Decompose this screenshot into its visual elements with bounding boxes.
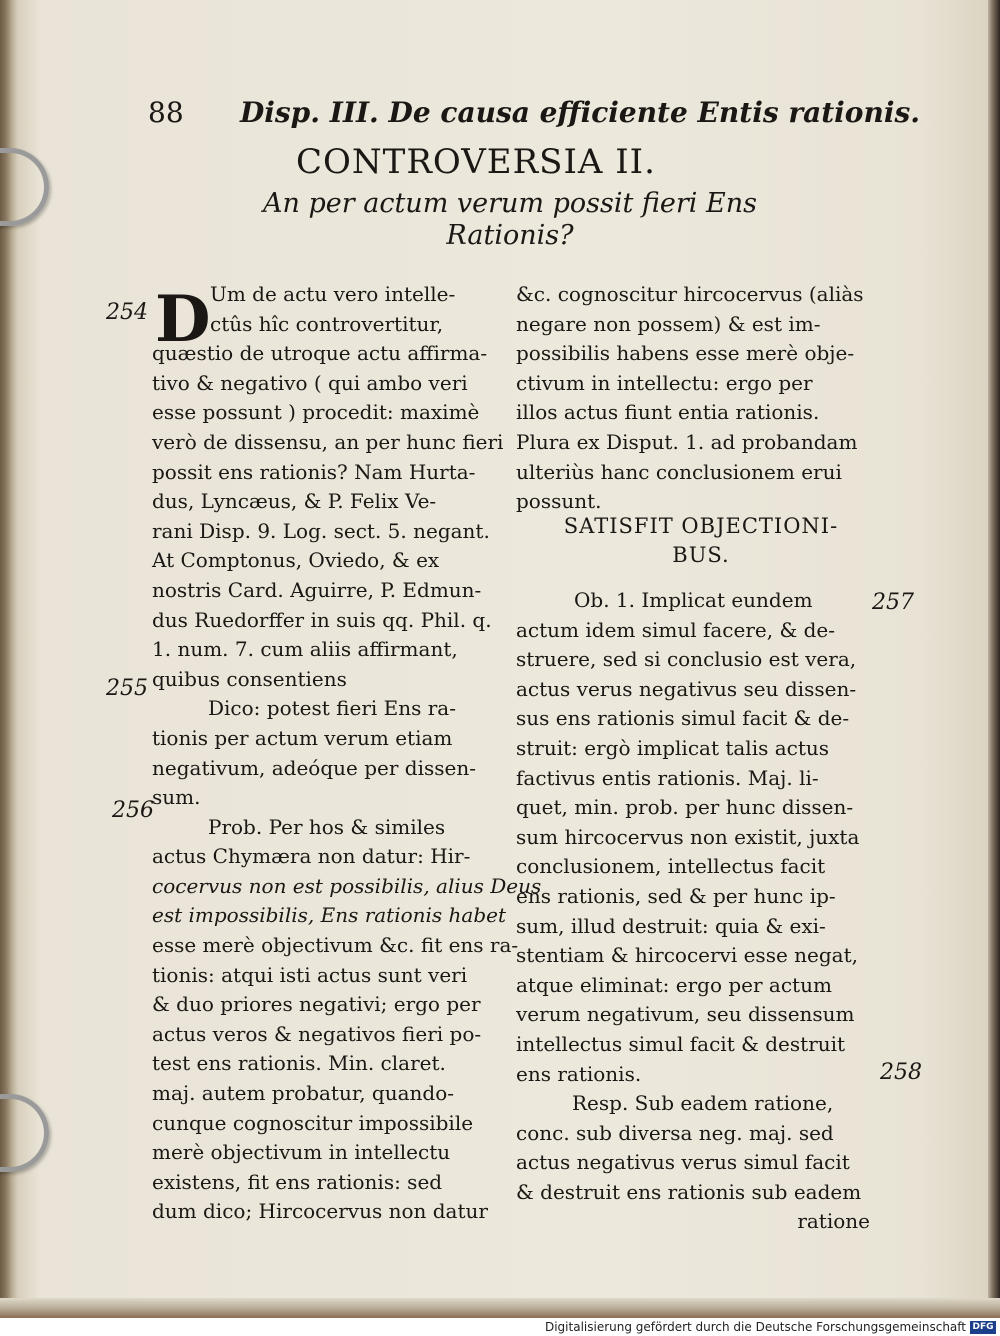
- question-line: Rationis?: [446, 220, 574, 251]
- text-line: ens rationis.: [516, 1061, 642, 1086]
- margin-number: 257: [872, 590, 914, 615]
- text-line: maj. autem probatur, quando-: [152, 1081, 455, 1106]
- text-line: Dico: potest fieri Ens ra-: [208, 696, 456, 721]
- text-line: dus Ruedorffer in suis qq. Phil. q.: [152, 607, 492, 632]
- text-line: dus, Lyncæus, & P. Felix Ve-: [152, 489, 437, 514]
- text-line: sum, illud destruit: quia & exi-: [516, 913, 826, 938]
- text-line: At Comptonus, Oviedo, & ex: [152, 548, 440, 573]
- text-line: ctivum in intellectu: ergo per: [516, 370, 813, 395]
- text-line: & destruit ens rationis sub eadem: [516, 1179, 862, 1204]
- page-number: 88: [148, 96, 184, 129]
- text-line: ens rationis, sed & per hunc ip-: [516, 883, 836, 908]
- text-line: esse merè objectivum &c. fit ens ra-: [152, 933, 519, 958]
- text-line: sum hircocervus non existit, juxta: [516, 824, 860, 849]
- text-line: atque eliminat: ergo per actum: [516, 972, 832, 997]
- text-line: sum.: [152, 785, 201, 810]
- right-column-top: [516, 280, 876, 517]
- margin-number: 254: [106, 300, 148, 325]
- text-line: possunt.: [516, 489, 602, 514]
- text-line: ctûs hîc controvertitur,: [210, 311, 444, 336]
- text-line: tionis: atqui isti actus sunt veri: [152, 962, 468, 987]
- drop-cap: D: [155, 282, 211, 357]
- text-line: struere, sed si conclusio est vera,: [516, 647, 857, 672]
- text-line: cunque cognoscitur impossibile: [152, 1110, 474, 1135]
- text-line: tivo & negativo ( qui ambo veri: [152, 370, 468, 395]
- page-title: CONTROVERSIA II.: [296, 142, 656, 182]
- digitization-footer: [0, 1318, 1000, 1336]
- text-line: Um de actu vero intelle-: [210, 282, 456, 306]
- text-line: actus negativus verus simul facit: [516, 1150, 850, 1175]
- margin-number: 255: [106, 676, 148, 701]
- text-line: negativum, adeóque per dissen-: [152, 755, 476, 780]
- text-line: &c. cognoscitur hircocervus (aliàs: [516, 282, 864, 306]
- text-line: est impossibilis, Ens rationis habet: [152, 903, 507, 928]
- text-line: conclusionem, intellectus facit: [516, 854, 826, 879]
- text-line: ulteriùs hanc conclusionem erui: [516, 459, 842, 484]
- text-line: 1. num. 7. cum aliis affirmant,: [152, 637, 458, 662]
- binder-ring-icon: [0, 148, 49, 226]
- text-line: quibus consentiens: [152, 666, 347, 691]
- section-heading: [536, 512, 866, 570]
- running-header: [148, 96, 920, 136]
- margin-number: 256: [112, 798, 154, 823]
- text-line: cocervus non est possibilis, alius Deus: [152, 873, 542, 898]
- text-line: actus veros & negativos fieri po-: [152, 1021, 482, 1046]
- text-line: esse possunt ) procedit: maximè: [152, 400, 480, 425]
- text-line: verò de dissensu, an per hunc fieri: [152, 429, 504, 454]
- page-bottom-edge: [0, 1298, 1000, 1318]
- text-line: Ob. 1. Implicat eundem: [574, 588, 813, 612]
- text-line: quæstio de utroque actu affirma-: [152, 341, 488, 366]
- margin-number: 258: [880, 1060, 922, 1085]
- text-line: dum dico; Hircocervus non datur: [152, 1199, 488, 1224]
- text-line: sus ens rationis simul facit & de-: [516, 706, 850, 731]
- question-line: An per actum verum possit fieri Ens: [263, 188, 757, 219]
- text-line: possit ens rationis? Nam Hurta-: [152, 459, 476, 484]
- text-line: Resp. Sub eadem ratione,: [572, 1091, 834, 1116]
- text-line: nostris Card. Aguirre, P. Edmun-: [152, 577, 482, 602]
- text-line: actum idem simul facere, & de-: [516, 617, 836, 642]
- right-column-bottom: [516, 586, 876, 1237]
- catchword: ratione: [797, 1209, 870, 1234]
- text-line: actus Chymæra non datur: Hir-: [152, 844, 471, 869]
- text-line: negare non possem) & est im-: [516, 311, 821, 336]
- text-line: actus verus negativus seu dissen-: [516, 676, 857, 701]
- text-line: existens, fit ens rationis: sed: [152, 1169, 443, 1194]
- text-line: Plura ex Disput. 1. ad probandam: [516, 429, 858, 454]
- question-title: [200, 188, 820, 252]
- text-line: rani Disp. 9. Log. sect. 5. negant.: [152, 518, 490, 543]
- text-line: factivus entis rationis. Maj. li-: [516, 765, 819, 790]
- page-edge: [988, 0, 1000, 1320]
- text-line: struit: ergò implicat talis actus: [516, 735, 830, 760]
- text-line: merè objectivum in intellectu: [152, 1140, 451, 1165]
- footer-text: Digitalisierung gefördert durch die Deutsche Forschungsgemeinschaft: [544, 1320, 966, 1334]
- left-column: [152, 280, 542, 1227]
- text-line: quet, min. prob. per hunc dissen-: [516, 795, 854, 820]
- text-line: intellectus simul facit & destruit: [516, 1031, 846, 1056]
- text-line: tionis per actum verum etiam: [152, 725, 453, 750]
- dfg-logo: DFG: [970, 1321, 996, 1334]
- text-line: stentiam & hircocervi esse negat,: [516, 943, 858, 968]
- text-line: illos actus fiunt entia rationis.: [516, 400, 820, 425]
- section-heading-line: BUS.: [672, 543, 730, 567]
- text-line: & duo priores negativi; ergo per: [152, 992, 481, 1017]
- section-heading-line: SATISFIT OBJECTIONI-: [563, 514, 839, 538]
- text-line: conc. sub diversa neg. maj. sed: [516, 1120, 834, 1145]
- binder-ring-icon: [0, 1094, 49, 1172]
- text-line: test ens rationis. Min. claret.: [152, 1051, 446, 1076]
- header-title: Disp. III. De causa efficiente Entis rationis.: [240, 96, 920, 129]
- text-line: Prob. Per hos & similes: [208, 814, 446, 839]
- text-line: verum negativum, seu dissensum: [516, 1002, 855, 1027]
- text-line: possibilis habens esse merè obje-: [516, 341, 855, 366]
